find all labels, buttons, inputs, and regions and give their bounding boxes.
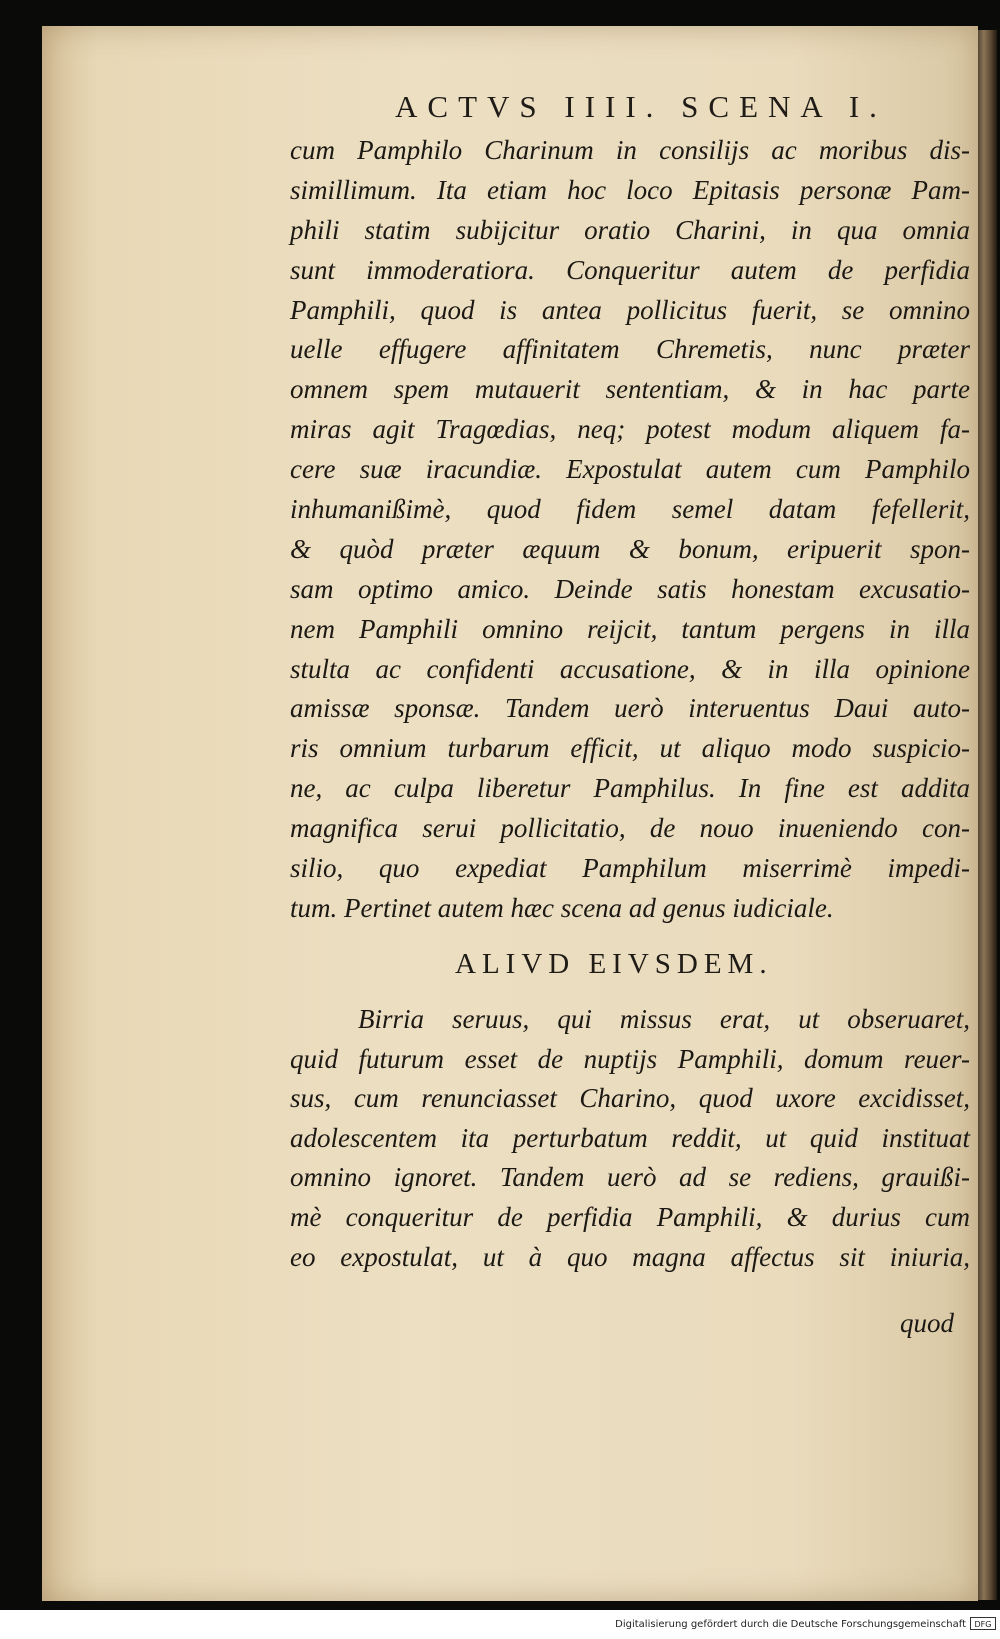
text-line: & quòd præter æquum & bonum, eripuerit spon-: [290, 533, 970, 564]
text-line: amissæ sponsæ. Tandem uerò interuentus Daui auto-: [290, 693, 970, 724]
dfg-logo-icon: DFG: [970, 1617, 996, 1630]
text-line: miras agit Tragœdias, neq; potest modum aliquem fa-: [290, 414, 970, 445]
text-line: cum Pamphilo Charinum in consilijs ac moribus dis-: [290, 135, 970, 165]
text-line: inhumanißimè, quod fidem semel datam fefellerit,: [290, 494, 970, 525]
text-line: adolescentem ita perturbatum reddit, ut quid instituat: [290, 1122, 970, 1153]
text-line: tum. Pertinet autem hæc scena ad genus iudiciale.: [290, 892, 834, 923]
text-line: quid futurum esset de nuptijs Pamphili, domum reuer-: [290, 1043, 970, 1074]
text-line: cere suæ iracundiæ. Expostulat autem cum Pamphilo: [290, 454, 970, 485]
paragraph-2: [290, 1000, 970, 1277]
text-line: Pamphili, quod is antea pollicitus fuerit, se omnino: [290, 294, 970, 325]
text-line: silio, quo expediat Pamphilum miserrimè impedi-: [290, 853, 970, 884]
section-heading: ALIVD EIVSDEM.: [455, 948, 773, 980]
text-line: stulta ac confidenti accusatione, & in illa opinione: [290, 653, 970, 684]
text-line: sus, cum renunciasset Charino, quod uxore excidisset,: [290, 1083, 970, 1114]
text-line: mè conqueritur de perfidia Pamphili, & durius cum: [290, 1201, 970, 1232]
text-line: ne, ac culpa liberetur Pamphilus. In fine est addita: [290, 773, 970, 804]
text-line: simillimum. Ita etiam hoc loco Epitasis personæ Pam-: [290, 174, 970, 205]
text-line: Birria seruus, qui missus erat, ut obseruaret,: [358, 1004, 970, 1034]
funding-credit: Digitalisierung gefördert durch die Deutsche Forschungsgemeinschaft: [615, 1619, 966, 1630]
text-line: sunt immoderatiora. Conqueritur autem de perfidia: [290, 254, 970, 285]
text-line: sam optimo amico. Deinde satis honestam excusatio-: [290, 573, 970, 604]
text-line: phili statim subijcitur oratio Charini, in qua omnia: [290, 214, 970, 245]
text-line: ris omnium turbarum efficit, ut aliquo modo suspicio-: [290, 733, 970, 764]
text-line: uelle effugere affinitatem Chremetis, nunc præter: [290, 334, 970, 365]
book-edge: [975, 30, 997, 1600]
text-line: nem Pamphili omnino reijcit, tantum pergens in illa: [290, 613, 970, 644]
text-line: magnifica serui pollicitatio, de nouo inueniendo con-: [290, 813, 970, 844]
text-line: eo expostulat, ut à quo magna affectus sit iniuria,: [290, 1241, 970, 1272]
paragraph-1: [290, 131, 970, 929]
text-line: omnem spem mutauerit sententiam, & in hac parte: [290, 374, 970, 405]
catchword: quod: [900, 1308, 954, 1338]
footer-bar: [0, 1610, 1000, 1639]
text-line: omnino ignoret. Tandem uerò ad se rediens, grauißi-: [290, 1162, 970, 1193]
running-head: ACTVS IIII. SCENA I.: [395, 89, 887, 124]
